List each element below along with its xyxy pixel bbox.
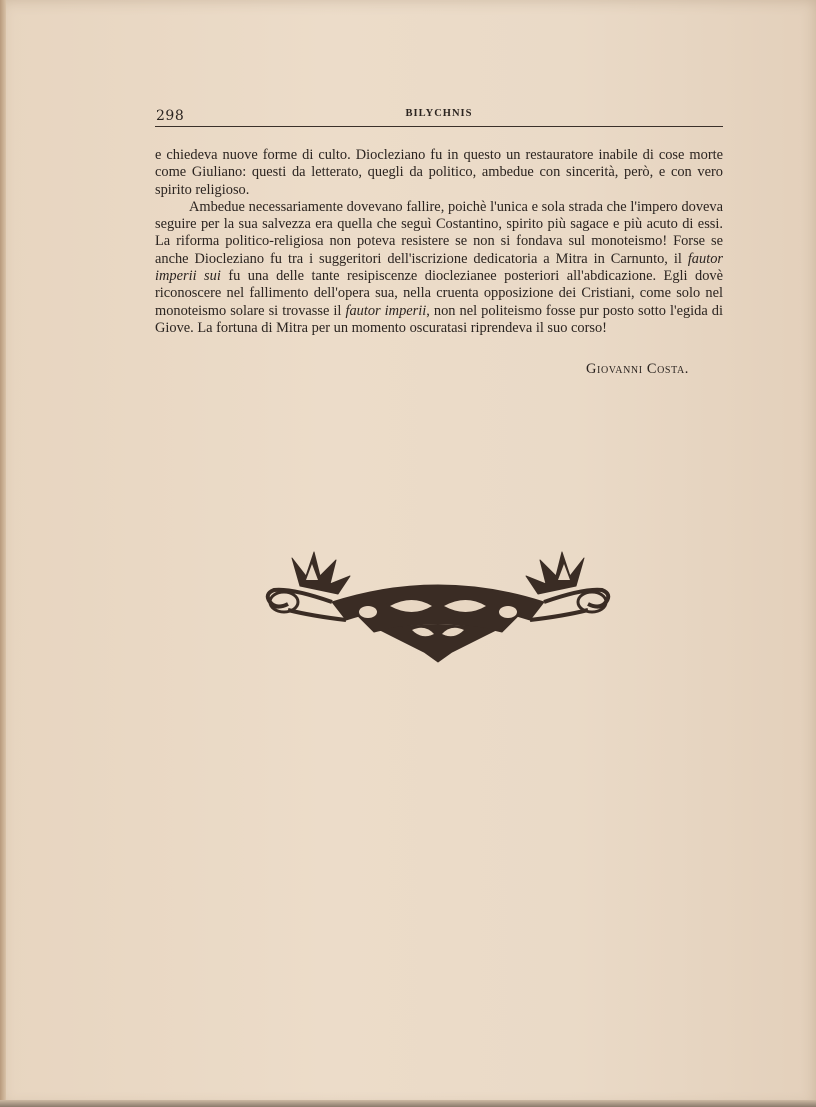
paragraph-2-text-c: , non nel politeismo fosse pur posto sotto l'egida di Giove. La fortuna di Mitra per un momento oscuratasi riprendeva il suo corso! xyxy=(155,302,723,336)
page-left-edge xyxy=(0,0,6,1107)
paragraph-2-text-a: Ambedue necessariamente dovevano fallire, poichè l'unica e sola strada che l'impero doveva seguire per la sua salvezza era quella che seguì Costantino, spirito più sagace e più acuto di essi. La riforma politico-religiosa non poteva resistere se non si fondava sul monoteismo! Forse se anche Diocleziano fu tra i suggeritori dell'iscrizione dedicatoria a Mitra in Carnunto, il xyxy=(155,198,723,267)
paragraph-1: e chiedeva nuove forme di culto. Diocleziano fu in questo un restauratore inabile di cose morte come Giuliano: questi da letterato, quegli da politico, ambedue con sincerità, però, e con vero spirito religioso. xyxy=(155,147,723,198)
page-bottom-edge xyxy=(0,1100,816,1107)
author-signature: Giovanni Costa. xyxy=(586,361,689,377)
article-body xyxy=(155,147,723,337)
page-number: 298 xyxy=(156,108,185,124)
journal-title: BILYCHNIS xyxy=(405,108,473,119)
floral-tailpiece-icon xyxy=(262,550,614,665)
latin-phrase-fautor-imperii-sui: fautor imperii sui xyxy=(155,250,723,285)
paragraph-2-text-b: fu una delle tante resipiscenze dioclezianee posteriori all'abdicazione. Egli dovè riconoscere nel fallimento dell'opera sua, nella cruenta opposizione dei Cristiani, come solo nel monoteismo solare si trovasse il xyxy=(155,268,723,319)
running-head xyxy=(155,104,723,127)
paragraph-2 xyxy=(155,199,723,337)
latin-phrase-fautor-imperii: fautor imperii xyxy=(345,302,427,319)
